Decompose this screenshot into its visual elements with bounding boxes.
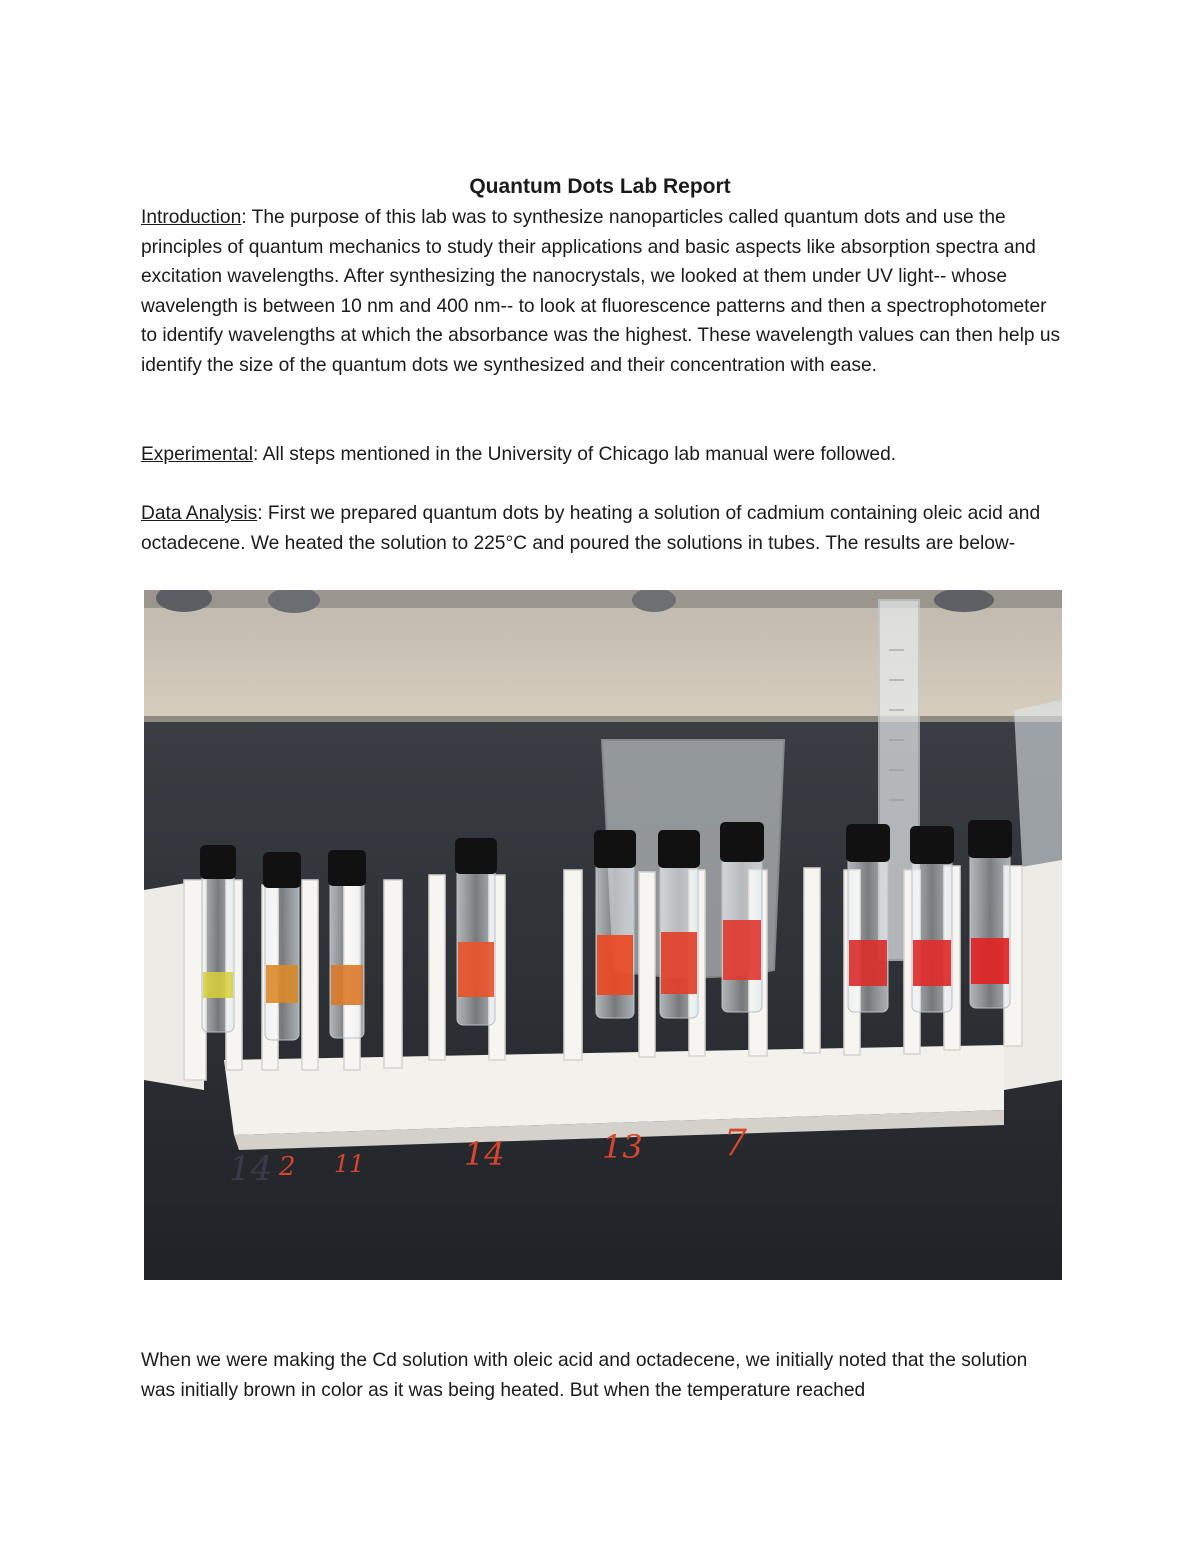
- experimental-paragraph: Experimental: All steps mentioned in the University of Chicago lab manual were followed.: [141, 444, 897, 465]
- introduction-paragraph: Introduction: The purpose of this lab was to synthesize nanoparticles called quantum dots and use the principles of quantum mechanics to study their applications and basic aspects like absorption spectra and excitation wavelengths. After synthesizing the nanocrystals, we looked at them under UV light-- whose wavelength is between 10 nm and 400 nm-- to look at fluorescence patterns and then a spectrophotometer to identify wavelengths at which the absorbance was the highest. These wavelength values can then help us identify the size of the quantum dots we synthesized and their concentration with ease.: [141, 207, 1061, 376]
- rack-label: 11: [334, 1150, 365, 1178]
- data-analysis-heading: Data Analysis: [141, 503, 258, 524]
- experimental-heading: Experimental: [141, 444, 253, 465]
- experimental-text: All steps mentioned in the University of Chicago lab manual were followed.: [262, 444, 897, 465]
- quantum-dots-tubes-photo: [144, 590, 1062, 1280]
- rack-label: 13: [602, 1128, 643, 1166]
- rack-label: 2: [279, 1152, 296, 1182]
- data-analysis-paragraph: Data Analysis: First we prepared quantum dots by heating a solution of cadmium containing oleic acid and octadecene. We heated the solution to 225°C and poured the solutions in tubes. The results are below-: [141, 503, 1041, 554]
- followup-paragraph: When we were making the Cd solution with oleic acid and octadecene, we initially noted that the solution was initially brown in color as it was being heated. But when the temperature reached: [141, 1350, 1028, 1401]
- rack-label: 7: [724, 1123, 747, 1164]
- data-analysis-text: First we prepared quantum dots by heating a solution of cadmium containing oleic acid and octadecene. We heated the solution to 225°C and poured the solutions in tubes. The results are below-: [141, 503, 1041, 554]
- introduction-text: The purpose of this lab was to synthesize nanoparticles called quantum dots and use the principles of quantum mechanics to study their applications and basic aspects like absorption spectra and excitation wavelengths. After synthesizing the nanocrystals, we looked at them under UV light-- whose wavelength is between 10 nm and 400 nm-- to look at fluorescence patterns and then a spectrophotometer to identify wavelengths at which the absorbance was the highest. These wavelength values can then help us identify the size of the quantum dots we synthesized and their concentration with ease.: [141, 207, 1061, 376]
- page-title: Quantum Dots Lab Report: [469, 175, 731, 198]
- introduction-heading: Introduction: [141, 207, 242, 228]
- rack-label: 14: [464, 1135, 505, 1173]
- rack-label: 14: [229, 1149, 273, 1189]
